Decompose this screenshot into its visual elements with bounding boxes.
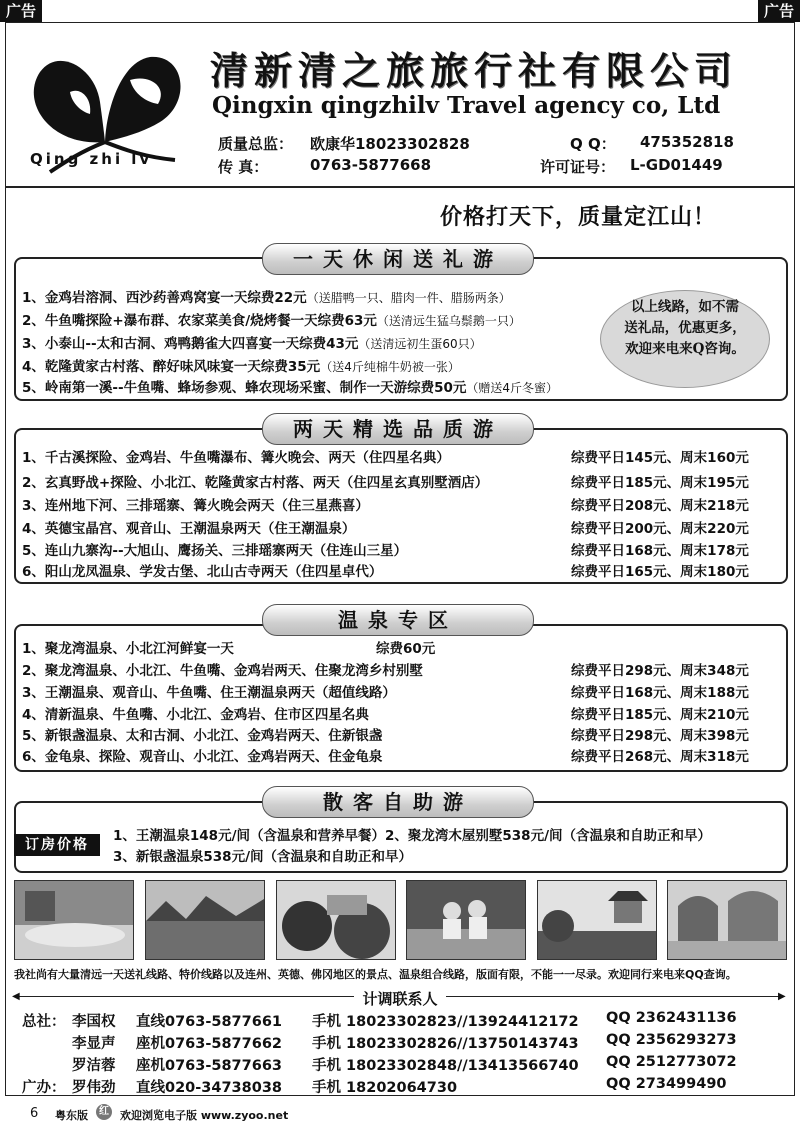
price: 综费平日298元、周末398元 (571, 728, 749, 744)
company-name-cn: 清新清之旅旅行社有限公司 (210, 48, 739, 93)
price: 综费平日168元、周末188元 (571, 685, 749, 701)
price: 综费平日200元、周末220元 (571, 521, 749, 537)
contact-qq: QQ 2512773072 (606, 1054, 737, 1070)
photo-image (668, 881, 786, 959)
edition-label: 粤东版 (55, 1109, 88, 1122)
section-hot-spring-title: 温泉专区 (262, 604, 534, 636)
contact-region: 广办： (22, 1080, 66, 1096)
list-item: 5、岭南第一溪--牛鱼嘴、蜂场参观、蜂农现场采蜜、制作一天游综费50元（赠送4斤冬蜜） (22, 380, 559, 396)
supervisor-label: 质量总监： (218, 135, 294, 153)
contact-qq: QQ 2356293273 (606, 1032, 737, 1048)
arrow-left-icon: ◀ (12, 991, 20, 1002)
contact-line: 座机0763-5877663 (136, 1058, 282, 1074)
contact-row (0, 1032, 800, 1054)
footer-note: 我社尚有大量清远一天送礼线路、特价线路以及连州、英德、佛冈地区的景点、温泉组合线路，版面有限，不能一一尽录。欢迎同行来电来QQ查询。 (14, 968, 737, 981)
price: 综费平日168元、周末178元 (571, 543, 749, 559)
list-item: 6、阳山龙凤温泉、学发古堡、北山古寺两天（住四星卓代） (22, 564, 383, 580)
ellipse-line: 送礼品，优惠更多， (624, 320, 746, 336)
contact-name: 罗伟劲 (72, 1080, 116, 1096)
license-value: L-GD01449 (630, 156, 723, 174)
ellipse-line: 以上线路，如不需 (631, 299, 739, 315)
license-label: 许可证号： (540, 158, 616, 176)
qq-value: 475352818 (640, 133, 734, 151)
list-item: 2、聚龙湾温泉、小北江、牛鱼嘴、金鸡岩两天、住聚龙湾乡村别墅 (22, 663, 423, 679)
website-link[interactable]: 欢迎浏览电子版 www.zyoo.net (120, 1109, 289, 1122)
photo-garden (276, 880, 396, 960)
contact-line: 直线0763-5877661 (136, 1014, 282, 1030)
photo-image (407, 881, 525, 959)
contact-mobile: 手机 18023302823//13924412172 (312, 1014, 579, 1030)
badge-icon: 红 (96, 1104, 112, 1120)
room-price-line: 1、王潮温泉148元/间（含温泉和营养早餐）2、聚龙湾木屋别墅538元/间（含温泉和自助正和早） (113, 828, 712, 844)
ellipse-line: 欢迎来电来Q咨询。 (625, 341, 745, 357)
ad-label-right: 广告 (758, 0, 800, 22)
contact-name: 李国权 (72, 1014, 116, 1030)
contact-row (0, 1076, 800, 1098)
section-two-day-title: 两天精选品质游 (262, 413, 534, 445)
list-item: 1、聚龙湾温泉、小北江河鲜宴一天 (22, 641, 234, 657)
price: 综费平日165元、周末180元 (571, 564, 749, 580)
list-item: 3、连州地下河、三排瑶寨、篝火晚会两天（住三星燕喜） (22, 498, 369, 514)
contact-line: 直线020-34738038 (136, 1080, 282, 1096)
company-name-en: Qingxin qingzhilv Travel agency co, Ltd (212, 92, 721, 119)
photo-hot-spring-pool (14, 880, 134, 960)
price: 综费平日185元、周末210元 (571, 707, 749, 723)
photo-pavilion (537, 880, 657, 960)
contact-mobile: 手机 18202064730 (312, 1080, 458, 1096)
contact-name: 罗洁蓉 (72, 1058, 116, 1074)
price: 综费平日298元、周末348元 (571, 663, 749, 679)
list-item: 4、清新温泉、牛鱼嘴、小北江、金鸡岩、住市区四星名典 (22, 707, 369, 723)
contact-mobile: 手机 18023302848//13413566740 (312, 1058, 579, 1074)
price: 综费平日208元、周末218元 (571, 498, 749, 514)
price: 综费平日268元、周末318元 (571, 749, 749, 765)
photo-image (538, 881, 656, 959)
price: 综费60元 (376, 641, 436, 657)
photo-image (146, 881, 264, 959)
contact-row (0, 1054, 800, 1076)
contact-name: 李显声 (72, 1036, 116, 1052)
qq-label: Q Q： (570, 135, 616, 153)
list-item: 3、王潮温泉、观音山、牛鱼嘴、住王潮温泉两天（超值线路） (22, 685, 396, 701)
list-item: 2、牛鱼嘴探险+瀑布群、农家菜美食/烧烤餐一天综费63元（送清远生猛乌鬃鹅一只） (22, 313, 521, 329)
photo-image (15, 881, 133, 959)
photo-bathers (406, 880, 526, 960)
list-item: 6、金龟泉、探险、观音山、小北江、金鸡岩两天、住金龟泉 (22, 749, 383, 765)
contact-region: 总社： (22, 1014, 66, 1030)
price: 综费平日185元、周末195元 (571, 475, 749, 491)
fax-value: 0763-5877668 (310, 156, 432, 174)
list-item: 1、千古溪探险、金鸡岩、牛鱼嘴瀑布、篝火晚会、两天（住四星名典） (22, 450, 450, 466)
contact-line: 座机0763-5877662 (136, 1036, 282, 1052)
list-item: 4、乾隆黄家古村落、醉好味风味宴一天综费35元（送4斤纯棉牛奶被一张） (22, 359, 460, 375)
list-item: 5、新银盏温泉、太和古洞、小北江、金鸡岩两天、住新银盏 (22, 728, 383, 744)
contact-title: 计调联系人 (0, 988, 800, 1009)
ad-label-left: 广告 (0, 0, 42, 22)
list-item: 4、英德宝晶宫、观音山、王潮温泉两天（住王潮温泉） (22, 521, 356, 537)
room-price-line: 3、新银盏温泉538元/间（含温泉和自助正和早） (113, 849, 413, 865)
section-self-service-title: 散客自助游 (262, 786, 534, 818)
fax-label: 传 真： (218, 158, 269, 176)
arrow-right-icon: ▶ (778, 991, 786, 1002)
photo-gate (667, 880, 787, 960)
list-item: 5、连山九寨沟--大旭山、鹰扬关、三排瑶寨两天（住连山三星） (22, 543, 408, 559)
contact-mobile: 手机 18023302826//13750143743 (312, 1036, 579, 1052)
gift-note-ellipse (600, 290, 770, 388)
contact-qq: QQ 273499490 (606, 1076, 727, 1092)
photo-river-town (145, 880, 265, 960)
contact-row (0, 1010, 800, 1032)
price: 综费平日145元、周末160元 (571, 450, 749, 466)
supervisor-value: 欧康华18023302828 (310, 135, 470, 153)
bottom-bar (0, 1102, 800, 1125)
page-number: 6 (30, 1106, 39, 1121)
list-item: 3、小泰山--太和古洞、鸡鸭鹅雀大四喜宴一天综费43元（送清远初生蛋60只） (22, 336, 482, 352)
photo-image (277, 881, 395, 959)
room-price-label: 订房价格 (14, 834, 100, 856)
logo-text: Qing zhi lv (30, 150, 153, 168)
slogan: 价格打天下，质量定江山！ (440, 205, 717, 230)
header-divider (5, 186, 795, 188)
list-item: 1、金鸡岩溶洞、西沙药善鸡窝宴一天综费22元（送腊鸭一只、腊肉一件、腊肠两条） (22, 290, 511, 306)
contact-qq: QQ 2362431136 (606, 1010, 737, 1026)
list-item: 2、玄真野战+探险、小北江、乾隆黄家古村落、两天（住四星玄真别墅酒店） (22, 475, 489, 491)
section-one-day-title: 一天休闲送礼游 (262, 243, 534, 275)
